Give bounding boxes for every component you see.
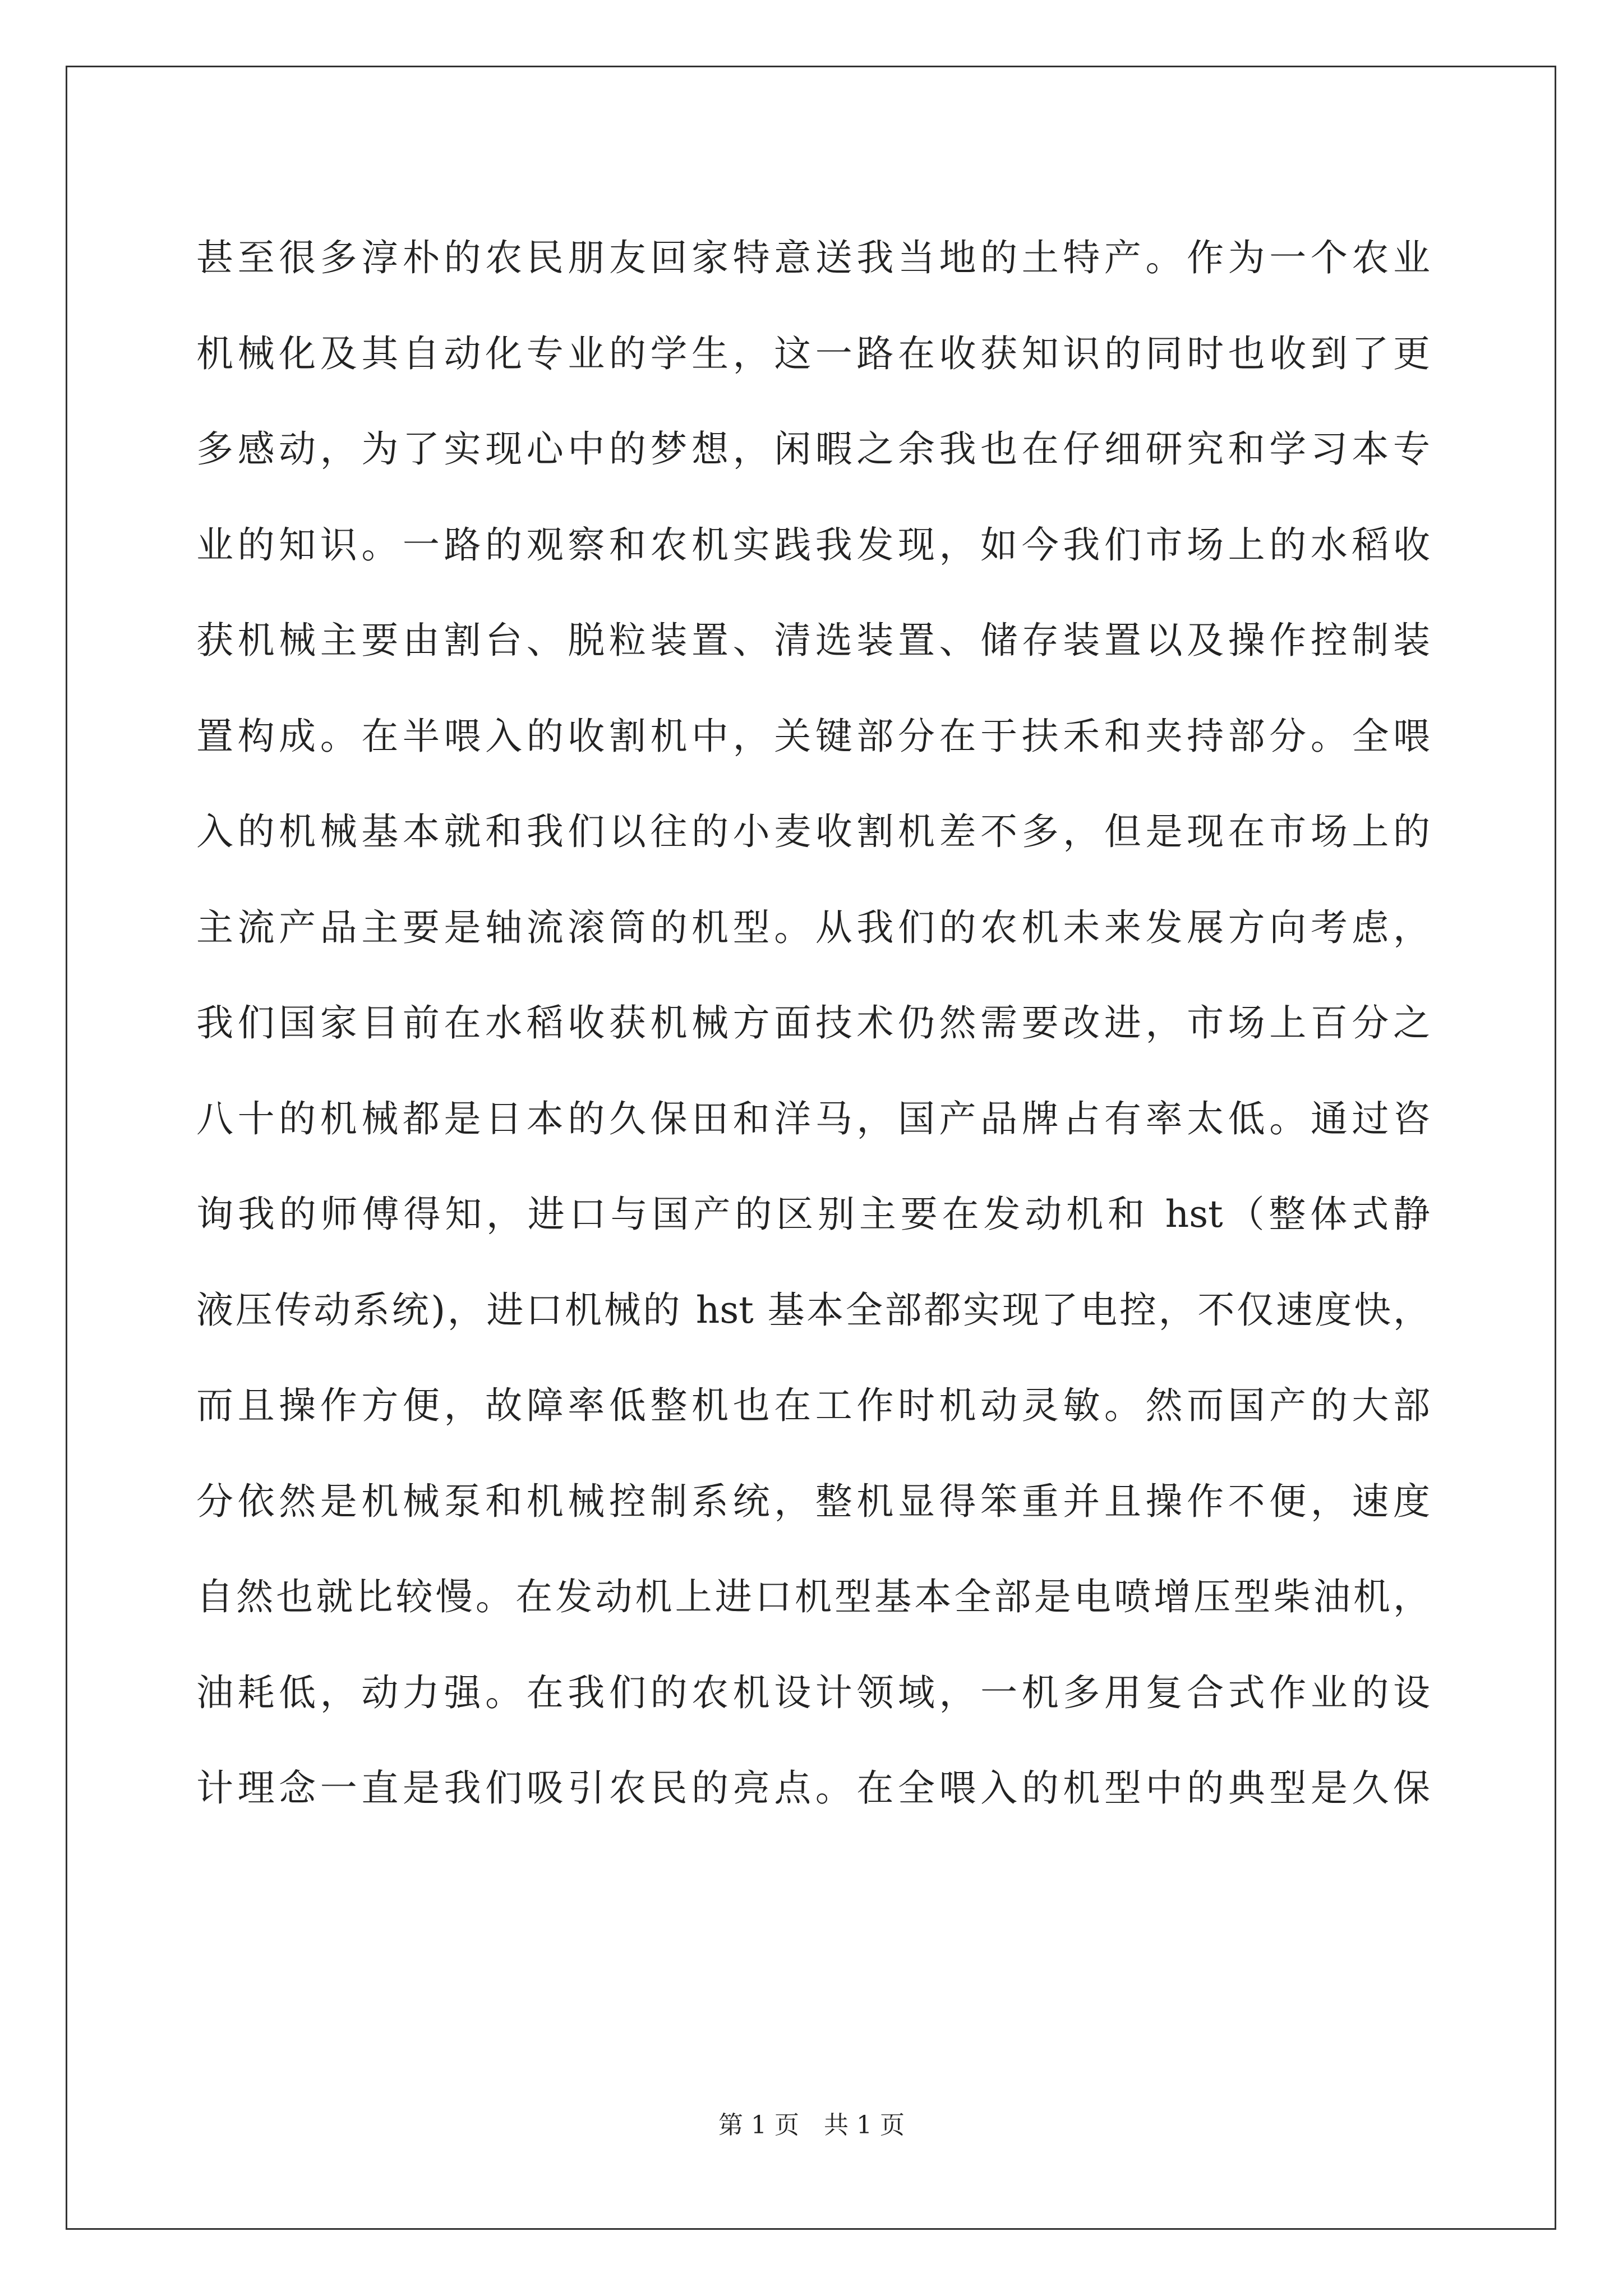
text-line: 置构成。在半喂入的收割机中，关键部分在于扶禾和夹持部分。全喂 (196, 714, 1430, 758)
page-number-footer: 第 1 页 共 1 页 (718, 2111, 905, 2139)
text-line: 计理念一直是我们吸引农民的亮点。在全喂入的机型中的典型是久保 (196, 1766, 1430, 1810)
text-line: 甚至很多淳朴的农民朋友回家特意送我当地的土特产。作为一个农业 (196, 236, 1430, 279)
text-line: 而且操作方便，故障率低整机也在工作时机动灵敏。然而国产的大部 (196, 1384, 1430, 1427)
text-line: 八十的机械都是日本的久保田和洋马，国产品牌占有率太低。通过咨 (196, 1097, 1430, 1140)
text-line: 自然也就比较慢。在发动机上进口机型基本全部是电喷增压型柴油机， (196, 1575, 1430, 1618)
document-body (196, 210, 1430, 1837)
text-line: 机械化及其自动化专业的学生，这一路在收获知识的同时也收到了更 (196, 332, 1430, 375)
text-line: 获机械主要由割台、脱粒装置、清选装置、储存装置以及操作控制装 (196, 619, 1430, 662)
text-line: 油耗低，动力强。在我们的农机设计领域，一机多用复合式作业的设 (196, 1671, 1430, 1714)
text-line: 入的机械基本就和我们以往的小麦收割机差不多，但是现在市场上的 (196, 810, 1430, 853)
text-line: 分依然是机械泵和机械控制系统，整机显得笨重并且操作不便，速度 (196, 1479, 1430, 1523)
text-line: 我们国家目前在水稻收获机械方面技术仍然需要改进，市场上百分之 (196, 1001, 1430, 1045)
text-line: 主流产品主要是轴流滚筒的机型。从我们的农机未来发展方向考虑， (196, 905, 1430, 949)
text-line: 询我的师傅得知，进口与国产的区别主要在发动机和 hst（整体式静 (196, 1193, 1430, 1236)
text-line: 液压传动系统)，进口机械的 hst 基本全部都实现了电控，不仅速度快， (196, 1288, 1430, 1332)
text-line: 业的知识。一路的观察和农机实践我发现，如今我们市场上的水稻收 (196, 523, 1430, 567)
text-line: 多感动，为了实现心中的梦想，闲暇之余我也在仔细研究和学习本专 (196, 427, 1430, 471)
